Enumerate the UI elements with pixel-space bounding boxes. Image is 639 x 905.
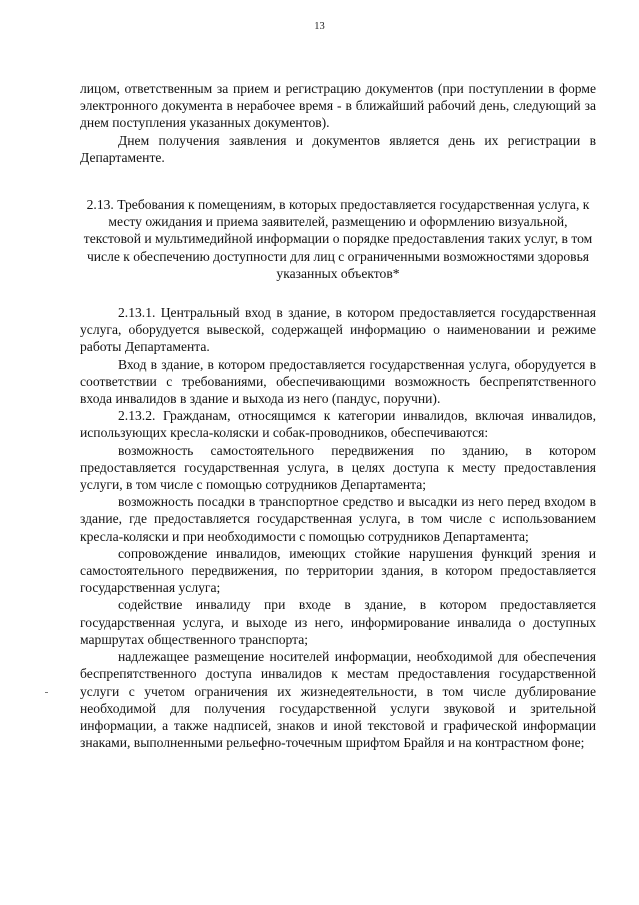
paragraph-2-13-1: 2.13.1. Центральный вход в здание, в котором предоставляется государственная услуга, оборудуется вывеской, содержащей информацию о наименовании и режиме работы Департамента.: [80, 305, 596, 355]
paragraph-continuation: лицом, ответственным за прием и регистрацию документов (при поступлении в форме электронного документа в нерабочее время - в ближайший рабочий день, следующий за днем поступления указанных документов).: [80, 81, 596, 131]
paragraph-movement: возможность самостоятельного передвижения по зданию, в котором предоставляется государственная услуга, в целях доступа к месту предоставления услуги, в том числе с помощью сотрудников Департамента;: [80, 442, 596, 493]
page-number: 13: [314, 21, 325, 32]
paragraph-2-13-2: 2.13.2. Гражданам, относящимся к категории инвалидов, включая инвалидов, использующих кресла-коляски и собак-проводников, обеспечиваются:: [80, 408, 596, 441]
spacer: [80, 282, 596, 304]
paragraph-registration-day: Днем получения заявления и документов является день их регистрации в Департаменте.: [80, 132, 596, 165]
paragraph-assistance: содействие инвалиду при входе в здание, в котором предоставляется государственная услуга, и выходе из него, информирование инвалида о доступных маршрутах общественного транспорта;: [80, 597, 596, 647]
paragraph-transport: возможность посадки в транспортное средство и высадки из него перед входом в здание, где предоставляется государственная услуга, в том числе с использованием кресла-коляски и при необходимости с помощью сотрудников Департамента;: [80, 494, 596, 544]
paragraph-escort: сопровождение инвалидов, имеющих стойкие нарушения функций зрения и самостоятельного передвижения, по территории здания, в котором предоставляется государственная услуга;: [80, 545, 596, 596]
paragraph-entrance-ramp: Вход в здание, в котором предоставляется государственная услуга, оборудуется в соответствии с требованиями, обеспечивающими возможность беспрепятственного входа инвалидов в здание и выхода из него (пандус, поручни).: [80, 356, 596, 407]
scan-speck: [45, 692, 48, 693]
page-content: [80, 80, 596, 751]
paragraph-information-placement: надлежащее размещение носителей информации, необходимой для обеспечения беспрепятственного доступа инвалидов к местам предоставления государственной услуги с учетом ограничения их жизнедеятельности, в том числе дублирование необходимой для получения государственной услуги звуковой и зрительной информации, а также надписей, знаков и иной текстовой и графической информации знаками, выполненными рельефно-точечным шрифтом Брайля и на контрастном фоне;: [80, 649, 596, 751]
section-heading-2-13: 2.13. Требования к помещениям, в которых предоставляется государственная услуга, к месту ожидания и приема заявителей, размещению и оформлению визуальной, текстовой и мультимедийной информации о порядке предоставления таких услуг, в том числе к обеспечению доступности для лиц с ограниченными возможностями здоровья указанных объектов*: [83, 197, 593, 281]
